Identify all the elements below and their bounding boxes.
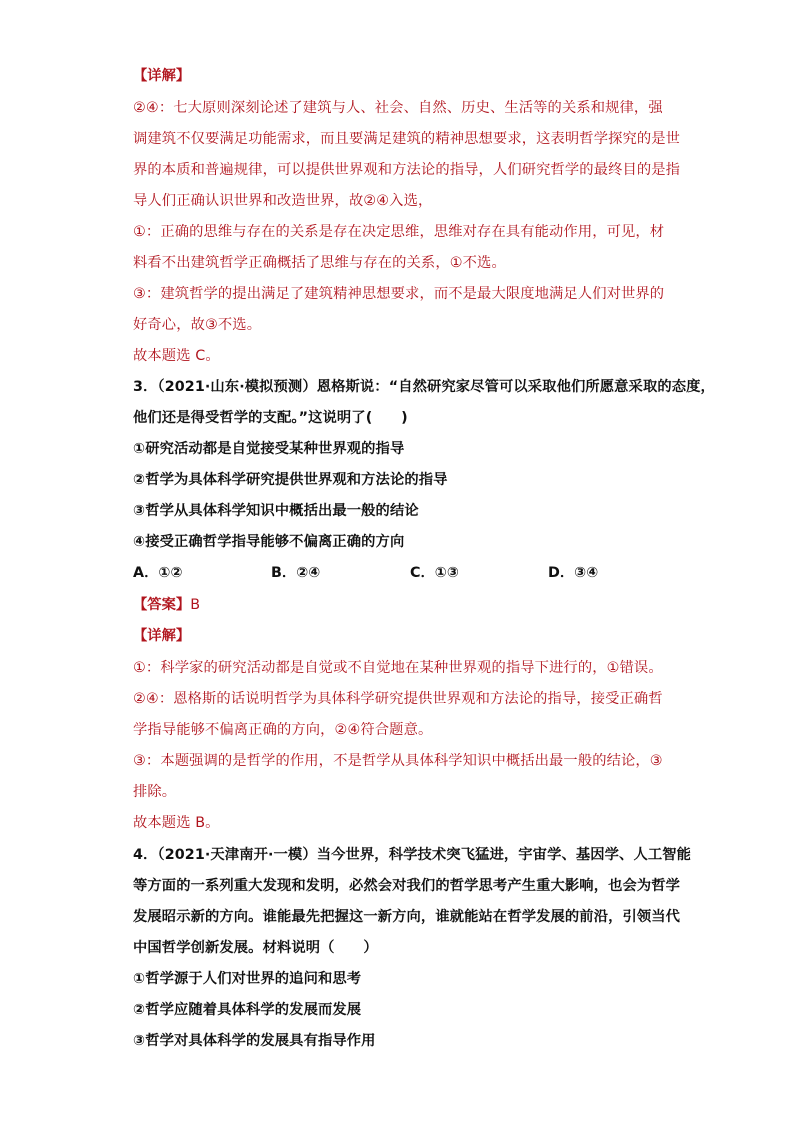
q3-stem-line: 3．（2021·山东·模拟预测）恩格斯说：“自然研究家尽管可以采取他们所愿意采取的态度，: [133, 379, 715, 395]
q2-conclusion: 故本题选 C。: [133, 348, 220, 364]
q3-detail-tag: 【详解】: [133, 628, 191, 644]
q3-detail-line: ③：本题强调的是哲学的作用，不是哲学从具体科学知识中概括出最一般的结论，③: [133, 753, 663, 769]
q3-answer-value: B: [190, 597, 200, 613]
q3-option-b: B．②④: [271, 565, 321, 581]
q2-detail-line: 导人们正确认识世界和改造世界，故②④入选，: [133, 193, 433, 209]
q2-detail-line: 调建筑不仅要满足功能需求，而且要满足建筑的精神思想要求，这表明哲学探究的是世: [133, 131, 681, 147]
q4-stem-line: 4．（2021·天津南开·一模）当今世界，科学技术突飞猛进，宇宙学、基因学、人工智能: [133, 847, 692, 863]
q2-detail-line: ①：正确的思维与存在的关系是存在决定思维，思维对存在具有能动作用，可见，材: [133, 224, 665, 240]
q4-statement-1: ①哲学源于人们对世界的追问和思考: [133, 971, 362, 987]
q2-detail-tag: 【详解】: [133, 68, 191, 84]
q3-stem-line: 他们还是得受哲学的支配。”这说明了( ): [133, 410, 408, 426]
q3-statement-4: ④接受正确哲学指导能够不偏离正确的方向: [133, 534, 405, 550]
q3-answer: [133, 595, 200, 615]
q4-stem-line: 中国哲学创新发展。材料说明（ ）: [133, 940, 378, 956]
q2-detail-line: 界的本质和普遍规律，可以提供世界观和方法论的指导，人们研究哲学的最终目的是指: [133, 162, 681, 178]
q2-detail-line: ③：建筑哲学的提出满足了建筑精神思想要求，而不是最大限度地满足人们对世界的: [133, 286, 665, 302]
q4-stem-line: 发展昭示新的方向。谁能最先把握这一新方向，谁就能站在哲学发展的前沿，引领当代: [133, 909, 681, 925]
q2-detail-line: 好奇心，故③不选。: [133, 317, 262, 333]
q3-option-a: A．①②: [133, 565, 183, 581]
q3-option-c: C．①③: [410, 565, 459, 581]
q3-statement-1: ①研究活动都是自觉接受某种世界观的指导: [133, 441, 405, 457]
q3-detail-line: 学指导能够不偏离正确的方向，②④符合题意。: [133, 722, 433, 738]
q4-statement-2: ②哲学应随着具体科学的发展而发展: [133, 1002, 362, 1018]
q3-statement-2: ②哲学为具体科学研究提供世界观和方法论的指导: [133, 472, 448, 488]
q2-detail-line: ②④：七大原则深刻论述了建筑与人、社会、自然、历史、生活等的关系和规律，强: [133, 100, 663, 116]
q3-conclusion: 故本题选 B。: [133, 815, 220, 831]
q3-detail-line: 排除。: [133, 784, 177, 800]
q3-detail-line: ②④：恩格斯的话说明哲学为具体科学研究提供世界观和方法论的指导，接受正确哲: [133, 691, 663, 707]
q3-option-d: D．③④: [548, 565, 599, 581]
q3-detail-line: ①：科学家的研究活动都是自觉或不自觉地在某种世界观的指导下进行的，①错误。: [133, 660, 663, 676]
q4-stem-line: 等方面的一系列重大发现和发明，必然会对我们的哲学思考产生重大影响，也会为哲学: [133, 878, 681, 894]
q4-statement-3: ③哲学对具体科学的发展具有指导作用: [133, 1033, 376, 1049]
q3-options: [133, 563, 693, 583]
q3-statement-3: ③哲学从具体科学知识中概括出最一般的结论: [133, 503, 419, 519]
q2-detail-line: 料看不出建筑哲学正确概括了思维与存在的关系，①不选。: [133, 255, 506, 271]
q3-answer-tag: 【答案】: [133, 597, 191, 613]
